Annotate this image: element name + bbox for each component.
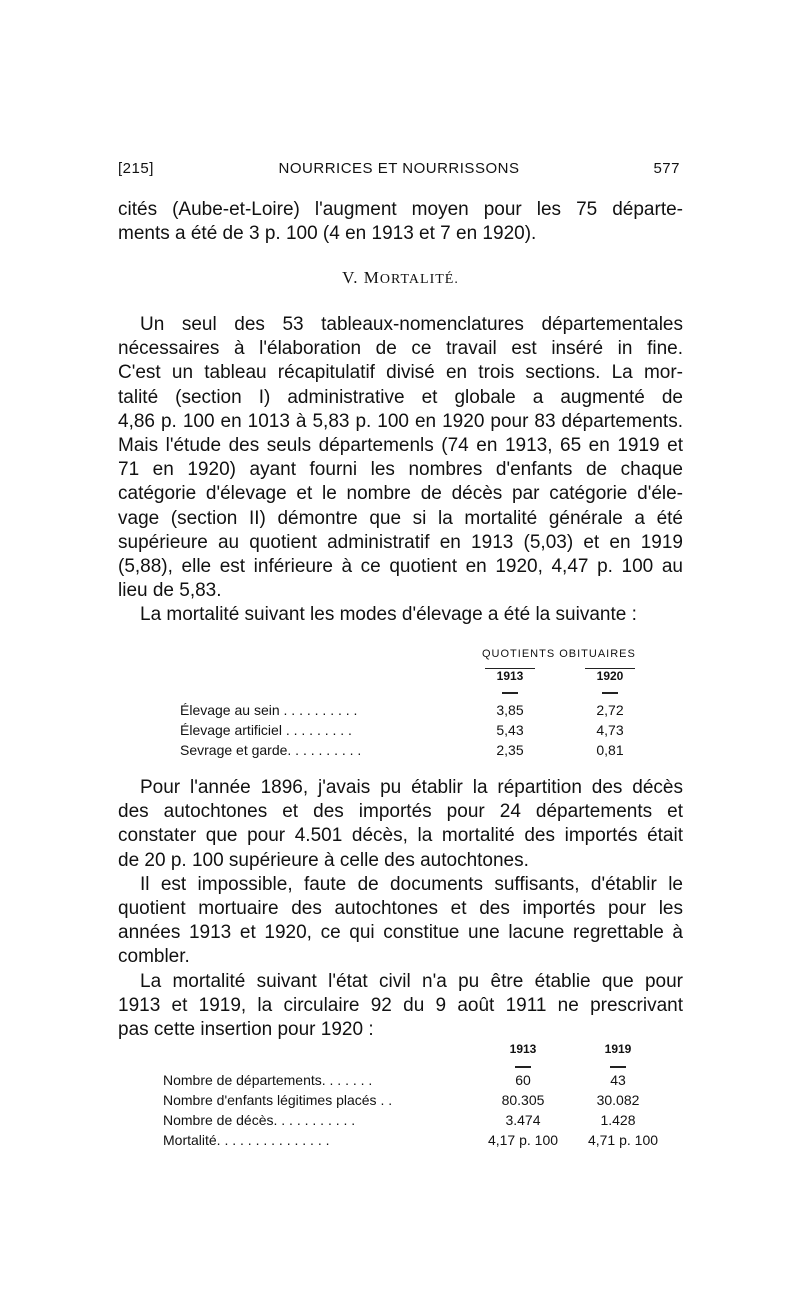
- column-header-1913: 1913: [485, 668, 535, 683]
- section-title-rest: ORTALITÉ.: [379, 272, 459, 287]
- text-line: 71 en 1920) ayant fourni les nombres d'enfants de chaque: [118, 459, 683, 481]
- text-line: de 20 p. 100 supérieure à celle des autochtones.: [118, 849, 529, 871]
- column-dash: [602, 692, 618, 694]
- row-label: Nombre d'enfants légitimes placés . .: [163, 1092, 393, 1108]
- text-line: années 1913 et 1920, ce qui constitue une lacune regrettable à: [118, 922, 683, 944]
- paragraph-mortality: [118, 313, 683, 628]
- value-1919: 1.428: [600, 1112, 636, 1128]
- running-header: [118, 160, 680, 180]
- value-1913: 2,35: [496, 742, 524, 758]
- value-1913: 4,17 p. 100: [487, 1132, 559, 1148]
- text-line: pas cette insertion pour 1920 :: [118, 1019, 374, 1041]
- text-line: C'est un tableau récapitulatif divisé en trois sections. La mor-: [118, 362, 683, 384]
- header-bracket-number: [215]: [118, 160, 154, 177]
- value-1919: 43: [610, 1072, 626, 1088]
- table-civil-status: [163, 1042, 683, 1154]
- value-1920: 2,72: [596, 702, 624, 718]
- table-rearing-mortality: [180, 648, 660, 763]
- column-header-1920: 1920: [585, 668, 635, 683]
- text-line: La mortalité suivant les modes d'élevage a été la suivante :: [140, 604, 637, 626]
- text-line: supérieure au quotient administratif en 1913 (5,03) et en 1919: [118, 531, 683, 553]
- text-line: cités (Aube-et-Loire) l'augment moyen pour les 75 départe-: [118, 199, 683, 220]
- text-line: constater que pour 4.501 décès, la mortalité des importés était: [118, 825, 683, 847]
- value-1913: 80.305: [501, 1092, 545, 1108]
- text-line: nécessaires à l'élaboration de ce travail est inséré in fine.: [118, 338, 683, 360]
- section-title-initial: M: [363, 268, 380, 287]
- column-dash: [515, 1066, 531, 1068]
- text-line: 1913 et 1919, la circulaire 92 du 9 août 1911 ne prescrivant: [118, 994, 683, 1016]
- text-line: La mortalité suivant l'état civil n'a pu être établie que pour: [140, 970, 683, 992]
- value-1920: 4,73: [596, 722, 624, 738]
- text-line: Mais l'étude des seuls départemenls (74 en 1913, 65 en 1919 et: [118, 435, 683, 457]
- text-line: ments a été de 3 p. 100 (4 en 1913 et 7 en 1920).: [118, 223, 537, 245]
- value-1913: 3.474: [505, 1112, 541, 1128]
- paragraph-intro: [118, 198, 683, 246]
- header-title: NOURRICES ET NOURRISSONS: [278, 160, 520, 177]
- row-label: Élevage artificiel . . . . . . . . .: [180, 722, 352, 738]
- text-line: catégorie d'élevage et le nombre de décès par catégorie d'éle-: [118, 483, 683, 505]
- row-label: Élevage au sein . . . . . . . . . .: [180, 702, 358, 718]
- text-line: vage (section II) démontre que si la mortalité générale a été: [118, 507, 683, 529]
- text-line: des autochtones et des importés pour 24 départements et: [118, 801, 683, 823]
- row-label: Sevrage et garde. . . . . . . . . .: [180, 742, 362, 758]
- section-heading: [118, 268, 683, 288]
- value-1920: 0,81: [596, 742, 624, 758]
- paragraph-origin: [118, 776, 683, 1042]
- text-line: quotient mortuaire des autochtones et des importés pour les: [118, 898, 683, 920]
- row-label: Mortalité. . . . . . . . . . . . . . .: [163, 1132, 330, 1148]
- value-1919: 4,71 p. 100: [587, 1132, 659, 1148]
- text-line: lieu de 5,83.: [118, 580, 222, 602]
- value-1913: 5,43: [496, 722, 524, 738]
- column-dash: [610, 1066, 626, 1068]
- text-line: talité (section I) administrative et globale a augmenté de: [118, 386, 683, 408]
- value-1913: 60: [515, 1072, 531, 1088]
- page-number: 577: [653, 160, 680, 177]
- column-dash: [502, 692, 518, 694]
- value-1919: 30.082: [596, 1092, 640, 1108]
- text-line: Pour l'année 1896, j'avais pu établir la répartition des décès: [140, 777, 683, 798]
- value-1913: 3,85: [496, 702, 524, 718]
- text-line: 4,86 p. 100 en 1013 à 5,83 p. 100 en 1920 pour 83 départements.: [118, 410, 683, 432]
- text-line: Un seul des 53 tableaux-nomenclatures départementales: [140, 314, 683, 335]
- row-label: Nombre de départements. . . . . . .: [163, 1072, 373, 1088]
- table-group-header: QUOTIENTS OBITUAIRES: [482, 648, 636, 660]
- row-label: Nombre de décès. . . . . . . . . . .: [163, 1112, 356, 1128]
- column-header-1913: 1913: [509, 1042, 537, 1056]
- column-header-1919: 1919: [604, 1042, 632, 1056]
- text-line: combler.: [118, 946, 190, 968]
- text-line: Il est impossible, faute de documents suffisants, d'établir le: [140, 873, 683, 895]
- section-numeral: V.: [342, 268, 359, 287]
- text-line: (5,88), elle est inférieure à ce quotient en 1920, 4,47 p. 100 au: [118, 556, 683, 578]
